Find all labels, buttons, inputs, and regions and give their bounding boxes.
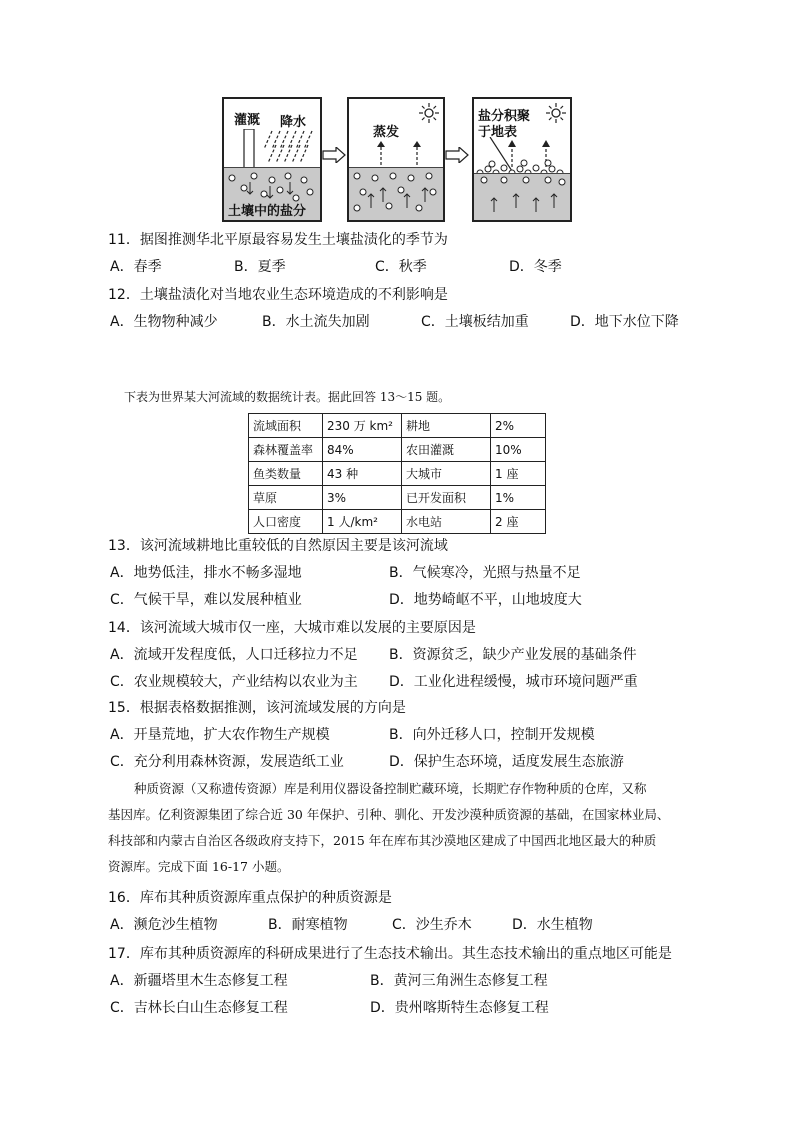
label-soil-salt: 土壤中的盐分 [228, 204, 307, 219]
passage [108, 776, 669, 880]
table-cell: 43 种 [323, 462, 402, 486]
table-cell: 森林覆盖率 [249, 438, 323, 462]
passage-line: 资源库。完成下面 16-17 小题。 [108, 859, 290, 874]
option-d[interactable]: D．地势崎岖不平，山地坡度大 [389, 592, 582, 608]
question-number: 15． [108, 700, 140, 716]
option-b[interactable]: B．耐寒植物 [268, 917, 348, 933]
question-number: 12． [108, 287, 140, 303]
option-c[interactable]: C．秋季 [375, 259, 427, 275]
rain-icon [260, 127, 318, 167]
option-a[interactable]: A．新疆塔里木生态修复工程 [110, 973, 288, 989]
option-b[interactable]: B．资源贫乏，缺少产业发展的基础条件 [389, 647, 637, 663]
question-11 [108, 230, 448, 250]
option-d[interactable]: D．冬季 [509, 259, 562, 275]
question-16 [108, 888, 392, 908]
question-stem: 该河流域大城市仅一座，大城市难以发展的主要原因是 [139, 620, 476, 636]
option-a[interactable]: A．流域开发程度低，人口迁移拉力不足 [110, 647, 358, 663]
question-15 [108, 698, 406, 718]
soil-layer [349, 167, 443, 220]
question-14 [108, 618, 476, 638]
table-cell: 10% [491, 438, 546, 462]
panel-irrigation [222, 97, 322, 222]
label-salt-accum-1: 盐分积聚 [478, 109, 531, 124]
question-stem: 据图推测华北平原最容易发生土壤盐渍化的季节为 [139, 232, 448, 248]
question-number: 14． [108, 620, 140, 636]
table-row [249, 438, 546, 462]
question-number: 17． [108, 946, 140, 962]
question-number: 16． [108, 890, 140, 906]
label-salt-accum-2: 于地表 [478, 125, 518, 140]
label-evaporation: 蒸发 [373, 125, 400, 140]
option-c[interactable]: C．吉林长白山生态修复工程 [110, 1000, 288, 1016]
table-cell: 2% [491, 414, 546, 438]
soil-layer [224, 167, 320, 220]
passage-line: 基因库。亿利资源集团了综合近 30 年保护、引种、驯化、开发沙漠种质资源的基础，在国家林业局、 [108, 807, 670, 822]
option-b[interactable]: B．气候寒冷，光照与热量不足 [389, 565, 581, 581]
passage-line: 种质资源（又称遗传资源）库是利用仪器设备控制贮藏环境，长期贮存作物种质的仓库，又称 [134, 781, 647, 796]
table-cell: 耕地 [402, 414, 491, 438]
option-d[interactable]: D．水生植物 [512, 917, 593, 933]
table-cell: 2 座 [491, 510, 546, 534]
right-arrow-icon [445, 147, 469, 163]
river-basin-table [248, 413, 546, 534]
question-stem: 该河流域耕地比重较低的自然原因主要是该河流域 [139, 538, 448, 554]
option-b[interactable]: B．黄河三角洲生态修复工程 [370, 973, 548, 989]
question-number: 13． [108, 538, 140, 554]
table-cell: 水电站 [402, 510, 491, 534]
sun-icon [546, 103, 566, 123]
question-13 [108, 536, 448, 556]
option-d[interactable]: D．贵州喀斯特生态修复工程 [370, 1000, 549, 1016]
table-cell: 已开发面积 [402, 486, 491, 510]
option-c[interactable]: C．农业规模较大，产业结构以农业为主 [110, 674, 358, 690]
passage-line: 科技部和内蒙古自治区各级政府支持下，2015 年在库布其沙漠地区建成了中国西北地区最大的种质 [108, 833, 657, 848]
question-stem: 库布其种质资源库的科研成果进行了生态技术输出。其生态技术输出的重点地区可能是 [139, 946, 672, 962]
option-d[interactable]: D．地下水位下降 [570, 314, 679, 330]
option-c[interactable]: C．充分利用森林资源，发展造纸工业 [110, 754, 344, 770]
question-17 [108, 944, 672, 964]
option-d[interactable]: D．保护生态环境，适度发展生态旅游 [389, 754, 624, 770]
option-b[interactable]: B．水土流失加剧 [262, 314, 370, 330]
evaporation-arrows-icon [369, 141, 429, 167]
soil-layer [474, 173, 570, 220]
question-stem: 库布其种质资源库重点保护的种质资源是 [139, 890, 392, 906]
table-cell: 草原 [249, 486, 323, 510]
table-intro: 下表为世界某大河流域的数据统计表。据此回答 13～15 题。 [124, 390, 451, 404]
table-cell: 1 人/km² [323, 510, 402, 534]
option-b[interactable]: B．夏季 [234, 259, 286, 275]
table-cell: 3% [323, 486, 402, 510]
table-row [249, 414, 546, 438]
option-c[interactable]: C．沙生乔木 [392, 917, 472, 933]
table-cell: 84% [323, 438, 402, 462]
table-row [249, 486, 546, 510]
panel-salt-accumulation [472, 97, 572, 222]
option-a[interactable]: A．生物物种减少 [110, 314, 218, 330]
table-cell: 农田灌溉 [402, 438, 491, 462]
table-cell: 1% [491, 486, 546, 510]
table-cell: 鱼类数量 [249, 462, 323, 486]
table-cell: 流域面积 [249, 414, 323, 438]
option-a[interactable]: A．春季 [110, 259, 162, 275]
table-cell: 大城市 [402, 462, 491, 486]
option-a[interactable]: A．濒危沙生植物 [110, 917, 218, 933]
table-cell: 人口密度 [249, 510, 323, 534]
right-arrow-icon [322, 147, 346, 163]
option-d[interactable]: D．工业化进程缓慢，城市环境问题严重 [389, 674, 638, 690]
sun-icon [419, 103, 439, 123]
option-b[interactable]: B．向外迁移人口，控制开发规模 [389, 727, 595, 743]
question-number: 11． [108, 232, 140, 248]
table-cell: 230 万 km² [323, 414, 402, 438]
option-a[interactable]: A．地势低洼，排水不畅多湿地 [110, 565, 302, 581]
panel-evaporation [347, 97, 445, 222]
option-c[interactable]: C．气候干旱，难以发展种植业 [110, 592, 302, 608]
table-row [249, 462, 546, 486]
table-row [249, 510, 546, 534]
question-12 [108, 285, 448, 305]
question-stem: 根据表格数据推测，该河流域发展的方向是 [139, 700, 406, 716]
question-stem: 土壤盐渍化对当地农业生态环境造成的不利影响是 [139, 287, 448, 303]
label-irrigation: 灌溉 [234, 113, 261, 128]
label-precipitation: 降水 [280, 115, 307, 130]
table-cell: 1 座 [491, 462, 546, 486]
option-c[interactable]: C．土壤板结加重 [421, 314, 529, 330]
option-a[interactable]: A．开垦荒地，扩大农作物生产规模 [110, 727, 330, 743]
